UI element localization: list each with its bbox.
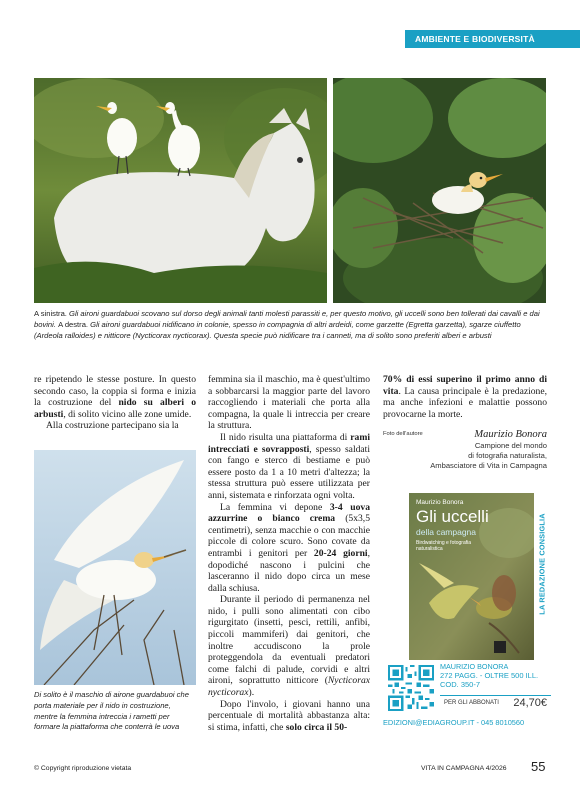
paragraph: Il nido risulta una piattaforma di rami intrecciati e sovrapposti, spesso saldati con fango e sterco di bestiame e può essere posto da 1 a 10 metri d'altezza; la stessa struttura può essere utilizzata per anni, sistemata e rinforzata ogni volta. bbox=[208, 431, 370, 501]
text-column-1 bbox=[34, 374, 196, 432]
book-author: Maurizio Bonora bbox=[416, 499, 464, 506]
paragraph: 70% di essi superino il primo anno di vita. La causa principale è la predazione, ma anche infezioni e malattie possono provocarne la morte. bbox=[383, 374, 547, 420]
book-cover[interactable] bbox=[409, 493, 534, 660]
text-column-3 bbox=[383, 374, 547, 420]
paragraph: La femmina vi depone 3-4 uova azzurrine o bianco crema (5x3,5 centimetri), senza macchie o con macchie piccole di colore scuro. Sono covate da entrambi i genitori per 20-24 giorni, dopodiché nascono i pulcini che lasceranno il nido dopo circa un mese dalla schiusa. bbox=[208, 501, 370, 594]
caption-lead-right: A destra. bbox=[58, 319, 91, 329]
author-credit bbox=[383, 428, 547, 471]
author-role: di fotografia naturalista, bbox=[468, 451, 547, 460]
caption-text-left: Gli aironi guardabuoi scovano sul dorso degli animali tanti molesti parassiti e, per questo motivo, gli uccelli sono ben tollerati dai cavalli e dai bovini. bbox=[34, 309, 540, 329]
book-title: Gli uccelli bbox=[416, 507, 489, 526]
recommendation-tag-text: LA REDAZIONE CONSIGLIA bbox=[537, 513, 547, 615]
offer-code: COD. 350-7 bbox=[440, 680, 481, 689]
offer-pages: 272 PAGG. - OLTRE 500 ILL. bbox=[440, 671, 539, 680]
caption-text-right: Gli aironi guardabuoi nidificano in colonie, spesso in compagnia di altri ardeidi, come garzette (Egretta garzetta), sgarze ciuffetto (Ardeola ralloides) e nitticore (Nycticorax nycticorax). Questa specie può nidificare tra i canneti, ma di solito sono preferiti alberi e arbusti bbox=[34, 319, 521, 340]
photo-egrets-on-horse bbox=[34, 78, 327, 303]
price-value: 24,70€ bbox=[513, 697, 547, 709]
qr-code[interactable] bbox=[388, 665, 434, 711]
publisher-contact[interactable]: EDIZIONI@EDIAGROUP.IT - 045 8010560 bbox=[383, 718, 525, 727]
offer-author: MAURIZIO BONORA bbox=[440, 662, 509, 671]
paragraph: Alla costruzione partecipano sia la bbox=[46, 420, 179, 432]
copyright-notice: © Copyright riproduzione vietata bbox=[34, 765, 132, 772]
price-label: PER GLI ABBONATI bbox=[444, 700, 499, 706]
caption-lead-left: A sinistra. bbox=[34, 309, 70, 318]
author-role: Ambasciatore di Vita in Campagna bbox=[430, 461, 547, 470]
page-number: 55 bbox=[531, 759, 546, 774]
photo-egret-flying bbox=[34, 450, 196, 685]
photo-egret-nest bbox=[333, 78, 546, 303]
book-subtitle: della campagna bbox=[416, 527, 477, 537]
photo-credit-label: Foto dell'autore bbox=[383, 431, 423, 437]
offer-price-row bbox=[440, 695, 551, 711]
paragraph: re ripetendo le stesse posture. In questo secondo caso, la coppia si forma e inizia la costruzione del nido su alberi o arbusti, di solito vicino alle zone umide. bbox=[34, 374, 196, 420]
book-tagline: Birdwatching e fotografia naturalistica bbox=[416, 540, 472, 552]
paragraph: Dopo l'involo, i giovani hanno una percentuale di mortalità abbastanza alta: si stima, infatti, che solo circa il 50- bbox=[208, 698, 370, 733]
section-tag: AMBIENTE E BIODIVERSITÀ bbox=[405, 30, 580, 48]
author-role: Campione del mondo bbox=[474, 441, 547, 450]
paragraph: Durante il periodo di permanenza nel nido, i pulli sono alimentati con cibo rigurgitato (insetti, pesci, rettili, anfibi, piccoli mammiferi) dai genitori, che inoltre accudiscono la prole proteggendola da eventuali predatori come falchi di palude, corvidi e altri aironi, soprattutto nitticore (Nycticorax nycticorax). bbox=[208, 594, 370, 699]
recommendation-tag bbox=[536, 493, 548, 635]
issue-label: VITA IN CAMPAGNA 4/2026 bbox=[421, 765, 507, 772]
text-column-2 bbox=[208, 374, 370, 733]
book-offer bbox=[440, 662, 551, 712]
photo-caption-top bbox=[34, 309, 546, 341]
photo-caption-heron: Di solito è il maschio di airone guardabuoi che porta materiale per il nido in costruzione, mentre la femmina intreccia i rametti per formare la piattaforma che conterrà le uova bbox=[34, 690, 189, 732]
author-name: Maurizio Bonora bbox=[474, 429, 547, 440]
paragraph: femmina sia il maschio, ma è quest'ultimo a sobbarcarsi la maggior parte del lavoro raccogliendo i materiali che porta alla compagna, la quale li intreccia per creare la struttura. bbox=[208, 374, 370, 432]
